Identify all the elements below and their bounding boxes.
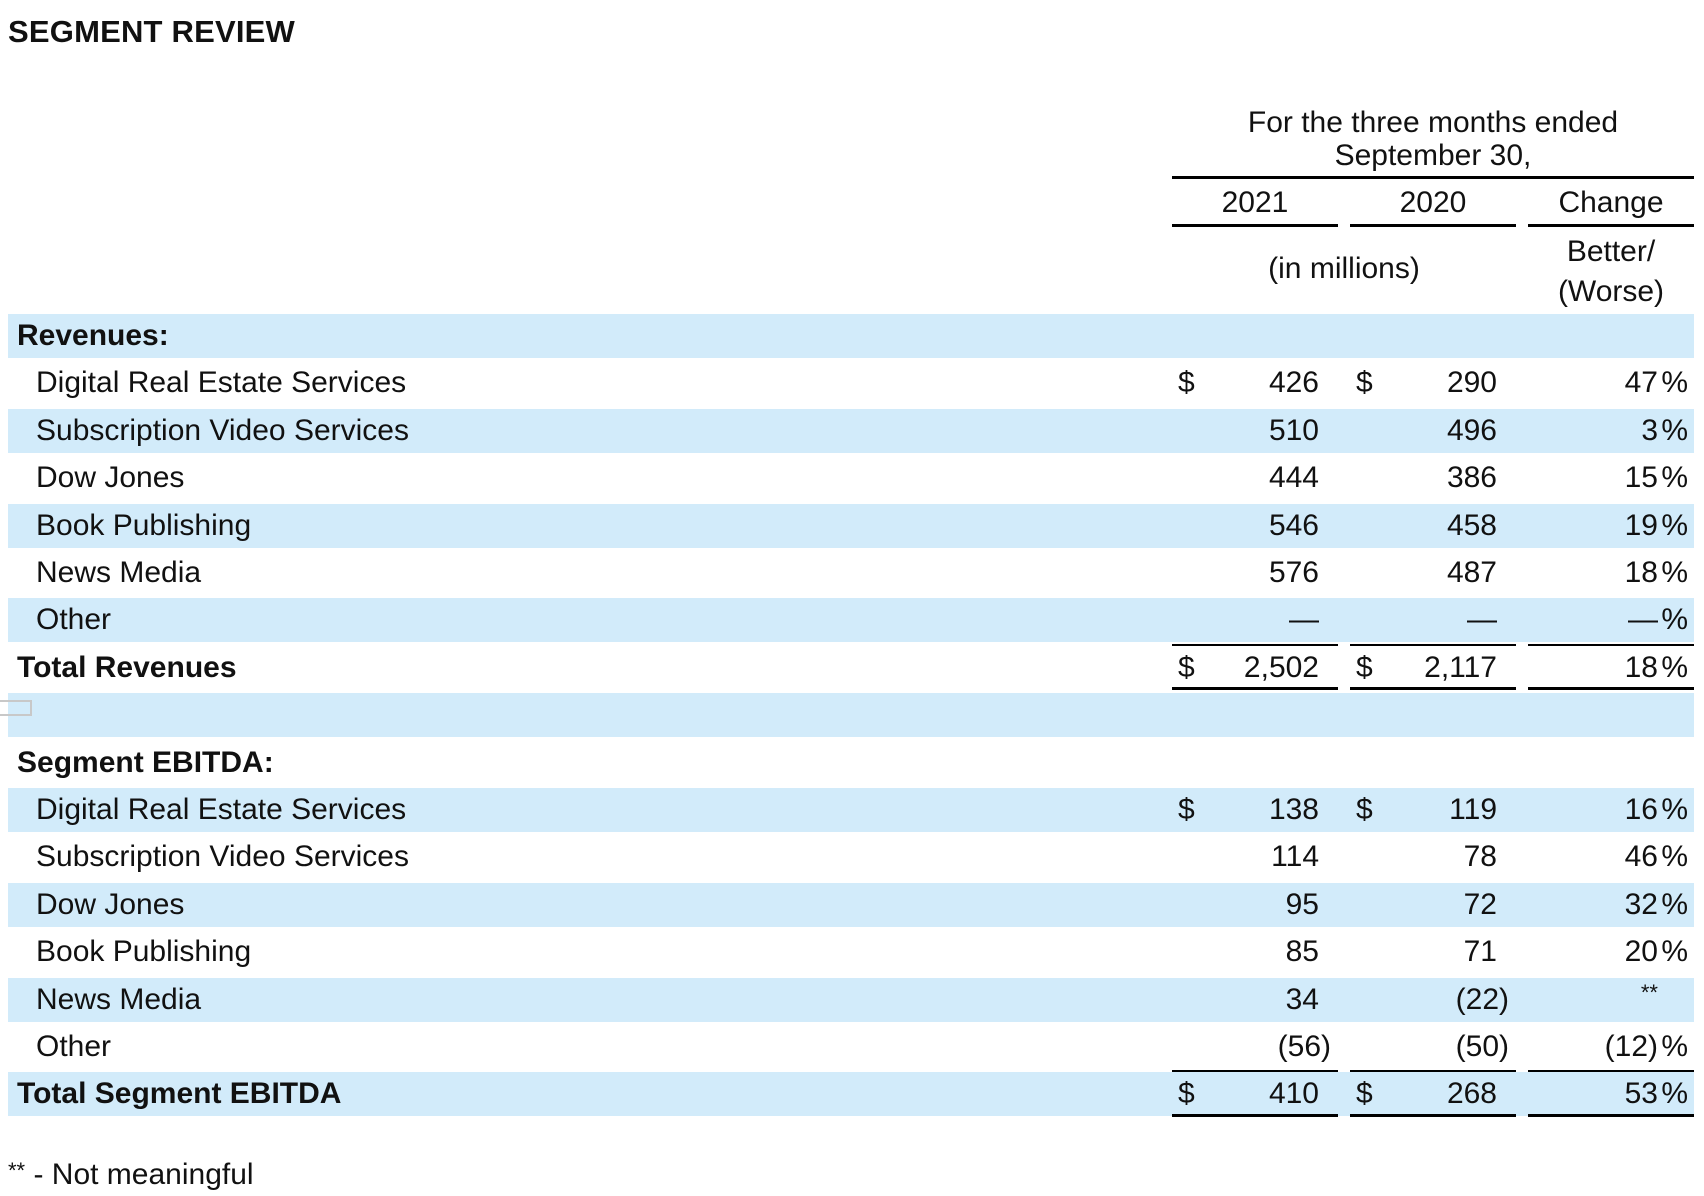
row-label: Dow Jones — [36, 461, 185, 495]
change-percent — [1518, 361, 1688, 405]
currency-2021: $ — [1178, 650, 1195, 684]
change-percent — [1518, 788, 1688, 832]
row-label: Digital Real Estate Services — [36, 366, 407, 400]
table-row — [8, 456, 1694, 500]
change-percent — [1518, 883, 1688, 927]
row-label: Digital Real Estate Services — [36, 793, 407, 826]
header-rule-top — [1172, 176, 1694, 179]
col-rule-2021 — [1172, 224, 1338, 227]
value-2021: 444 — [1268, 461, 1319, 495]
change-percent — [1518, 409, 1688, 453]
change-value: (12) — [1604, 1030, 1658, 1063]
percent-sign: % — [1661, 461, 1688, 495]
percent-sign: % — [1661, 1030, 1688, 1063]
percent-sign: % — [1661, 840, 1688, 874]
col-rule-2020 — [1350, 224, 1516, 227]
currency-2020: $ — [1356, 650, 1373, 684]
table-row — [8, 883, 1694, 927]
change-sub2: (Worse) — [1557, 275, 1665, 308]
value-2021: 410 — [1268, 1077, 1319, 1111]
change-percent — [1518, 835, 1688, 879]
total-rule-bottom — [1172, 687, 1338, 690]
value-2020: 71 — [1463, 935, 1497, 969]
value-2020: 78 — [1463, 840, 1497, 874]
section-heading: Revenues: — [17, 319, 169, 352]
value-2020: 268 — [1446, 1077, 1497, 1111]
value-2021: (56) — [1277, 1030, 1331, 1063]
value-2021: 576 — [1268, 556, 1319, 589]
change-percent — [1518, 456, 1688, 500]
table-row — [8, 409, 1694, 453]
value-2021: — — [1289, 603, 1319, 637]
change-percent — [1518, 504, 1688, 548]
change-value: 18 — [1624, 556, 1658, 589]
currency-2020: $ — [1356, 793, 1373, 826]
value-2020: (22) — [1455, 982, 1509, 1016]
value-2020: — — [1467, 603, 1497, 637]
change-value: — — [1628, 603, 1658, 637]
value-2020: 496 — [1446, 413, 1497, 447]
units-label: (in millions) — [1268, 252, 1420, 285]
section-heading-row — [8, 314, 1694, 358]
change-percent — [1518, 1072, 1688, 1116]
value-2020: 119 — [1449, 793, 1497, 826]
currency-2021: $ — [1178, 1077, 1195, 1111]
page-title: SEGMENT REVIEW — [8, 14, 295, 49]
value-2021: 95 — [1285, 887, 1319, 921]
row-label: Total Segment EBITDA — [17, 1077, 342, 1111]
change-value: 15 — [1624, 461, 1658, 495]
spacer-row — [8, 693, 1694, 737]
change-value: 3 — [1641, 413, 1658, 447]
percent-sign: % — [1661, 366, 1688, 400]
change-percent — [1518, 646, 1688, 690]
change-sub1: Better/ — [1566, 235, 1656, 268]
tab-stub — [0, 700, 32, 716]
value-2020: 386 — [1446, 461, 1497, 495]
change-value: 20 — [1624, 935, 1658, 969]
percent-sign: % — [1661, 1077, 1688, 1111]
row-label: Subscription Video Services — [36, 840, 409, 874]
change-subheader — [1528, 232, 1694, 312]
change-percent — [1518, 1025, 1688, 1069]
percent-sign: % — [1661, 650, 1688, 684]
change-percent — [1518, 930, 1688, 974]
value-2020: 458 — [1446, 508, 1497, 542]
table-row — [8, 978, 1694, 1022]
change-value: 53 — [1624, 1077, 1658, 1111]
col-header-2021: 2021 — [1221, 186, 1289, 219]
total-rule-top — [1528, 1070, 1694, 1072]
row-label: Subscription Video Services — [36, 413, 409, 447]
col-header-change: Change — [1558, 186, 1664, 219]
section-heading-row — [8, 741, 1694, 785]
change-percent — [1518, 551, 1688, 595]
value-2021: 426 — [1268, 366, 1319, 400]
total-rule-bottom — [1172, 1114, 1338, 1117]
change-percent — [1518, 978, 1688, 1022]
percent-sign: % — [1661, 887, 1688, 921]
change-percent — [1518, 598, 1688, 642]
total-rule-top — [1172, 644, 1338, 646]
table-row — [8, 835, 1694, 879]
total-rule-top — [1350, 644, 1516, 646]
col-header-2020: 2020 — [1399, 186, 1467, 219]
section-heading: Segment EBITDA: — [17, 745, 274, 779]
period-line2: September 30, — [1334, 139, 1532, 172]
percent-sign: % — [1661, 556, 1688, 589]
total-rule-bottom — [1350, 1114, 1516, 1117]
row-label: News Media — [36, 982, 202, 1016]
change-value: 32 — [1624, 887, 1658, 921]
value-2021: 114 — [1271, 840, 1319, 874]
currency-2020: $ — [1356, 1077, 1373, 1111]
percent-sign: % — [1661, 413, 1688, 447]
value-2021: 510 — [1268, 413, 1319, 447]
percent-sign: % — [1661, 935, 1688, 969]
table-row — [8, 361, 1694, 405]
total-rule-top — [1172, 1070, 1338, 1072]
footnote-text: - Not meaningful — [25, 1158, 254, 1191]
row-label: Book Publishing — [36, 935, 252, 969]
row-label: News Media — [36, 556, 202, 589]
value-2021: 2,502 — [1243, 650, 1319, 684]
percent-sign: % — [1661, 603, 1688, 637]
table-row — [8, 504, 1694, 548]
total-rule-top — [1350, 1070, 1516, 1072]
currency-2020: $ — [1356, 366, 1373, 400]
currency-2021: $ — [1178, 366, 1195, 400]
total-row — [8, 1072, 1694, 1116]
row-label: Other — [36, 1030, 112, 1063]
period-header — [1172, 106, 1694, 172]
footnote-marker: ** — [8, 1158, 26, 1183]
value-2020: 487 — [1446, 556, 1497, 589]
table-row — [8, 1025, 1694, 1069]
value-2020: 72 — [1463, 887, 1497, 921]
row-label: Book Publishing — [36, 508, 252, 542]
total-rule-bottom — [1528, 687, 1694, 690]
value-2021: 85 — [1285, 935, 1319, 969]
footnote — [8, 1158, 254, 1192]
total-rule-top — [1528, 644, 1694, 646]
table-row — [8, 551, 1694, 595]
row-label: Other — [36, 603, 112, 637]
row-label: Total Revenues — [17, 650, 237, 684]
value-2020: (50) — [1455, 1030, 1509, 1063]
change-value: 16 — [1624, 793, 1658, 826]
value-2021: 34 — [1285, 982, 1319, 1016]
row-label: Dow Jones — [36, 887, 185, 921]
table-row — [8, 788, 1694, 832]
currency-2021: $ — [1178, 793, 1195, 826]
change-value: 18 — [1624, 650, 1658, 684]
total-rule-bottom — [1350, 687, 1516, 690]
change-value: 47 — [1624, 366, 1658, 400]
total-row — [8, 646, 1694, 690]
change-value: 19 — [1624, 508, 1658, 542]
value-2020: 2,117 — [1424, 650, 1497, 684]
total-rule-bottom — [1528, 1114, 1694, 1117]
value-2021: 546 — [1268, 508, 1319, 542]
change-value: ** — [1640, 979, 1658, 1005]
value-2020: 290 — [1446, 366, 1497, 400]
col-rule-change — [1528, 224, 1694, 227]
change-value: 46 — [1624, 840, 1658, 874]
percent-sign: % — [1661, 793, 1688, 826]
table-row — [8, 598, 1694, 642]
value-2021: 138 — [1268, 793, 1319, 826]
period-line1: For the three months ended — [1247, 106, 1619, 139]
table-row — [8, 930, 1694, 974]
percent-sign: % — [1661, 508, 1688, 542]
